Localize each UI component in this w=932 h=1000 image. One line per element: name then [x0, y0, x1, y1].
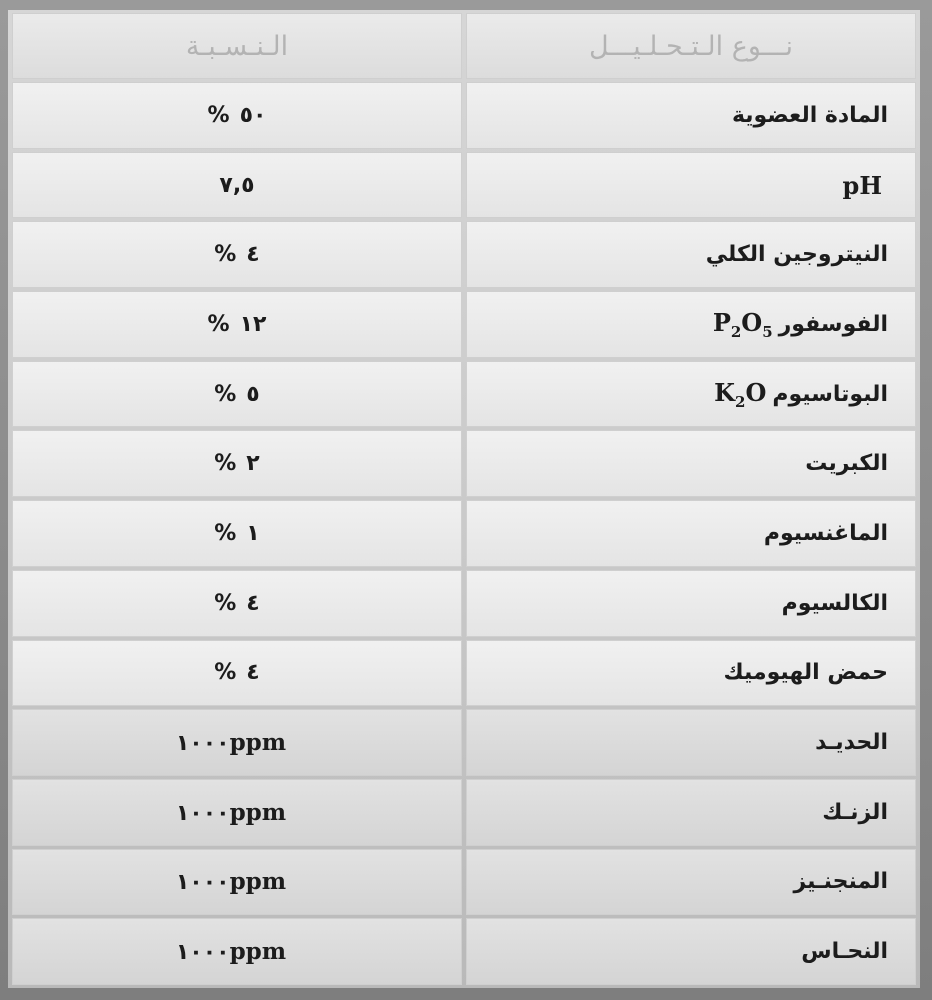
analysis-type-cell [466, 430, 916, 497]
chemical-formula [843, 171, 882, 200]
ratio-number: ١٢ [239, 311, 267, 337]
analysis-name: البوتاسيوم [772, 381, 888, 407]
percent-sign: % [207, 102, 230, 128]
table-row [12, 709, 916, 776]
ratio-cell [12, 152, 462, 219]
ratio-number: ١٠٠٠ [175, 870, 230, 896]
percent-sign: % [214, 242, 237, 268]
analysis-name: المنجنـيز [793, 869, 888, 895]
formula-subscript: 2 [735, 392, 746, 411]
analysis-name: النيتروجين الكلي [705, 242, 888, 268]
ratio-value-group [176, 729, 298, 756]
analysis-type-cell [466, 640, 916, 707]
ratio-cell [12, 361, 462, 428]
ratio-cell [12, 709, 462, 776]
ratio-number: ١٠٠٠ [175, 800, 230, 826]
ratio-number: ٧,٥ [219, 172, 255, 198]
ratio-cell [12, 82, 462, 149]
ratio-value-group [176, 938, 298, 965]
analysis-name: النحـاس [801, 939, 888, 965]
ppm-unit: ppm [229, 938, 287, 966]
ratio-number: ١٠٠٠ [175, 940, 230, 966]
ratio-value-group [214, 660, 259, 685]
analysis-table [8, 10, 920, 988]
table-row [12, 82, 916, 149]
ppm-unit: ppm [229, 729, 287, 757]
ratio-number: ٢ [246, 451, 260, 477]
formula-subscript: 2 [730, 322, 742, 341]
analysis-type-cell [466, 918, 916, 985]
ratio-cell [12, 779, 462, 846]
formula-symbol: pH [842, 170, 882, 200]
analysis-type-cell [466, 709, 916, 776]
analysis-name: الكبريت [805, 451, 888, 477]
table-row [12, 430, 916, 497]
analysis-type-cell [466, 152, 916, 219]
ratio-cell [12, 221, 462, 288]
ratio-number: ٥ [246, 381, 260, 407]
table-row [12, 779, 916, 846]
header-row [12, 13, 916, 79]
ratio-value-group [176, 868, 298, 895]
header-analysis-type: نـــوع الـتـحـلـيـــل [466, 13, 916, 79]
table-row [12, 361, 916, 428]
ratio-cell [12, 640, 462, 707]
ratio-cell [12, 430, 462, 497]
analysis-type-cell [466, 570, 916, 637]
ratio-value-group [214, 382, 259, 407]
chemical-formula [714, 378, 766, 411]
table-row [12, 570, 916, 637]
ratio-number: ٤ [246, 242, 260, 268]
ratio-value-group [176, 799, 298, 826]
ratio-value-group [214, 242, 259, 267]
ratio-cell [12, 849, 462, 916]
analysis-name: الحديـد [815, 730, 888, 756]
formula-symbol: O [741, 308, 763, 337]
table-row [12, 640, 916, 707]
chemical-formula [713, 308, 773, 341]
ratio-cell [12, 570, 462, 637]
ratio-value-group [208, 103, 267, 128]
analysis-name: حمض الهيوميك [723, 660, 888, 686]
analysis-type-cell [466, 291, 916, 358]
table-row [12, 152, 916, 219]
percent-sign: % [214, 381, 237, 407]
ratio-number: ١ [246, 520, 260, 546]
ratio-number: ٥٠ [239, 102, 267, 128]
percent-sign: % [207, 311, 230, 337]
percent-sign: % [214, 520, 237, 546]
analysis-name: الفوسفور [778, 312, 888, 337]
analysis-type-cell [466, 849, 916, 916]
analysis-name: الكالسيوم [781, 590, 888, 616]
formula-symbol: P [712, 308, 731, 337]
table-row [12, 918, 916, 985]
percent-sign: % [214, 590, 237, 616]
analysis-name: المادة العضوية [731, 102, 888, 128]
ratio-cell [12, 291, 462, 358]
analysis-type-cell [466, 361, 916, 428]
percent-sign: % [214, 451, 237, 477]
formula-subscript: 5 [762, 322, 773, 341]
analysis-type-cell [466, 82, 916, 149]
formula-symbol: O [745, 377, 767, 407]
analysis-type-cell [466, 779, 916, 846]
table-row [12, 849, 916, 916]
ratio-value-group [214, 591, 259, 616]
ratio-number: ١٠٠٠ [175, 731, 230, 757]
ratio-value-group [208, 312, 267, 337]
ratio-value-group [214, 521, 259, 546]
analysis-name: الماغنسيوم [763, 520, 888, 546]
ppm-unit: ppm [229, 798, 287, 826]
percent-sign: % [214, 660, 237, 686]
table-row [12, 500, 916, 567]
table-row [12, 221, 916, 288]
analysis-name: الزنـك [822, 799, 888, 825]
table-row [12, 291, 916, 358]
ratio-number: ٤ [246, 660, 260, 686]
header-ratio: الـنـسـبـة [12, 13, 462, 79]
ratio-number: ٤ [246, 590, 260, 616]
ratio-value-group [214, 451, 259, 476]
ratio-cell [12, 500, 462, 567]
analysis-type-cell [466, 500, 916, 567]
ppm-unit: ppm [229, 868, 287, 896]
formula-symbol: K [714, 377, 736, 407]
analysis-type-cell [466, 221, 916, 288]
ratio-value-group [219, 173, 254, 198]
ratio-cell [12, 918, 462, 985]
